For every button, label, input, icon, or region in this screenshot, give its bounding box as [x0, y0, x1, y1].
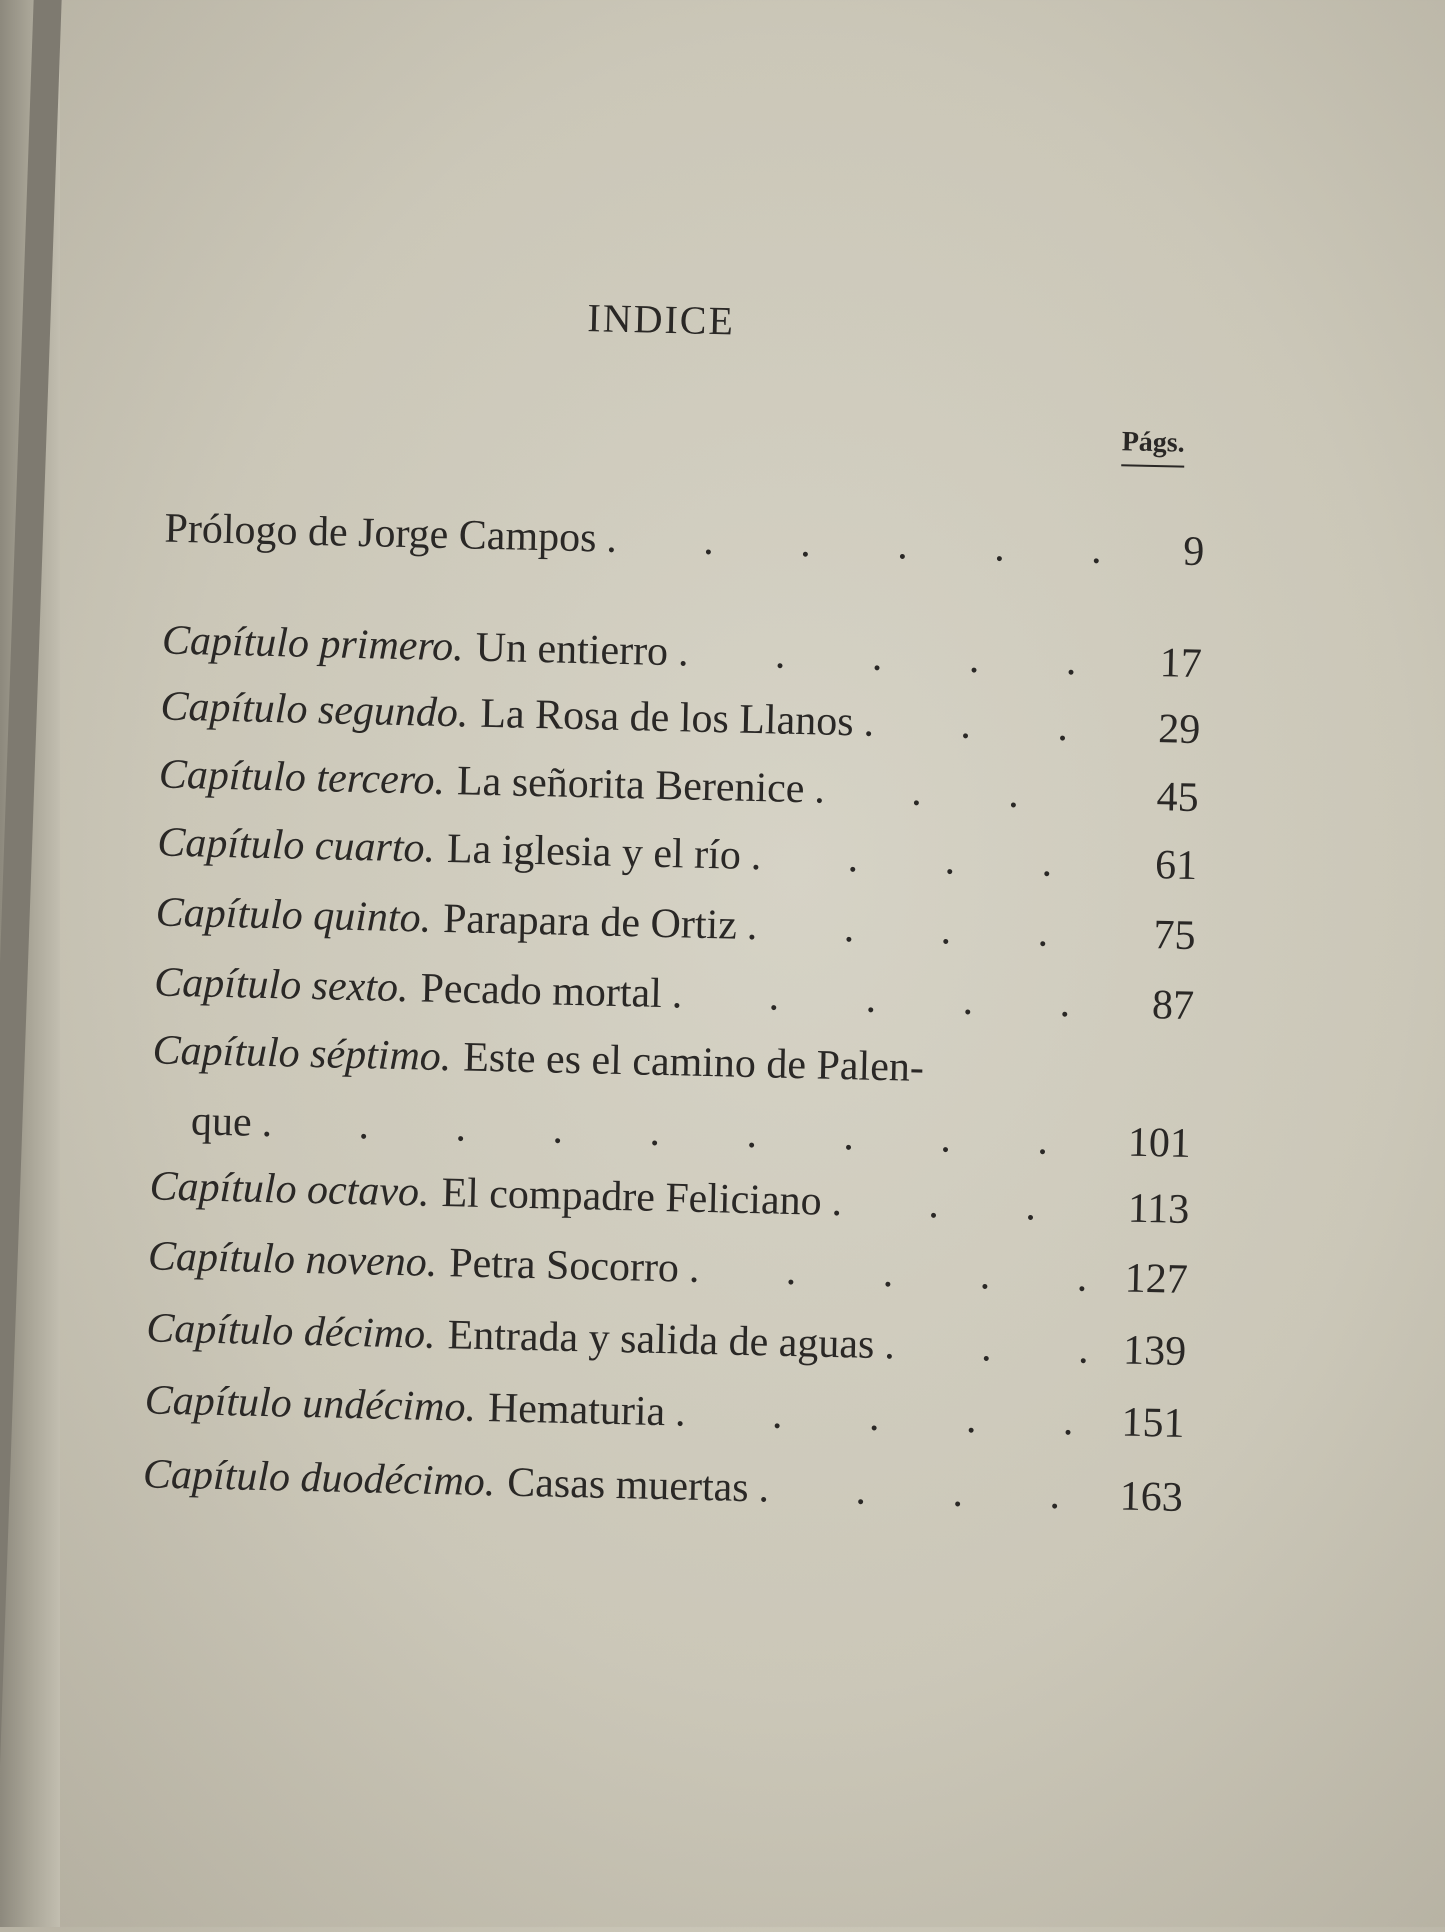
toc-entry — [149, 1162, 1190, 1242]
chapter-label: Capítulo noveno. — [147, 1233, 438, 1286]
entry-page: 61 — [1154, 842, 1198, 890]
dot-leader — [750, 832, 1097, 888]
chapter-label: Capítulo séptimo. — [152, 1027, 452, 1081]
entry-title: Este es el camino de Palen- — [462, 1034, 925, 1091]
entry-page: 9 — [1182, 528, 1205, 576]
dot-leader — [671, 970, 1094, 1028]
chapter-label: Capítulo décimo. — [145, 1305, 437, 1358]
chapter-label: Capítulo cuarto. — [156, 819, 436, 872]
chapter-label: Capítulo undécimo. — [144, 1377, 477, 1431]
dot-leader — [758, 1464, 1083, 1519]
chapter-label: Capítulo quinto. — [155, 889, 432, 942]
dot-leader — [831, 1178, 1090, 1232]
chapter-label: Capítulo segundo. — [159, 683, 469, 737]
toc-entry-prologue — [164, 505, 1205, 585]
pages-column-header: Págs. — [1121, 426, 1185, 467]
entry-title: La señorita Berenice — [456, 758, 805, 813]
dot-leader — [606, 515, 1105, 574]
entry-title: La iglesia y el río — [446, 826, 742, 879]
dot-leader — [884, 1321, 1087, 1374]
dot-leader — [678, 628, 1103, 686]
toc-entry — [158, 751, 1199, 831]
entry-title: Petra Socorro — [448, 1240, 680, 1292]
toc-entry — [147, 1232, 1188, 1312]
toc-entry — [157, 818, 1198, 898]
entry-title: Entrada y salida de aguas — [447, 1312, 875, 1368]
entry-title: Un entierro — [475, 624, 669, 676]
entry-title-continuation: que — [190, 1098, 253, 1146]
entry-page: 75 — [1153, 912, 1197, 960]
toc-entry — [161, 617, 1202, 697]
entry-title: El compadre Feliciano — [441, 1170, 823, 1225]
toc-entry — [160, 683, 1201, 763]
entry-page: 101 — [1127, 1119, 1192, 1168]
toc-entry — [152, 1026, 1193, 1106]
dot-leader — [863, 698, 1101, 751]
toc-entry — [146, 1304, 1187, 1384]
entry-page: 87 — [1151, 982, 1195, 1030]
entry-page: 29 — [1157, 706, 1201, 754]
entry-title: Prólogo de Jorge Campos — [164, 505, 598, 562]
toc-entry-continuation — [190, 1097, 1191, 1176]
entry-page: 127 — [1124, 1255, 1189, 1303]
entry-page: 163 — [1119, 1473, 1184, 1521]
entry-page: 139 — [1122, 1327, 1187, 1375]
entry-title: La Rosa de los Llanos — [479, 690, 855, 746]
dot-leader — [688, 1245, 1088, 1302]
dot-leader — [814, 765, 1099, 819]
entry-page: 45 — [1156, 774, 1200, 822]
chapter-label: Capítulo duodécimo. — [142, 1451, 496, 1506]
entry-page: 17 — [1159, 640, 1203, 688]
dot-leader — [261, 1099, 1091, 1166]
chapter-label: Capítulo primero. — [161, 617, 465, 671]
entry-title: Parapara de Ortiz — [442, 895, 738, 949]
chapter-label: Capítulo tercero. — [158, 751, 446, 804]
page-title: INDICE — [586, 295, 736, 344]
chapter-label: Capítulo octavo. — [149, 1163, 431, 1216]
chapter-label: Capítulo sexto. — [153, 959, 410, 1012]
dot-leader — [746, 902, 1096, 958]
toc-entry — [142, 1450, 1183, 1530]
entry-title: Casas muertas — [506, 1459, 750, 1512]
toc-entry — [144, 1376, 1185, 1456]
toc-entry — [154, 958, 1195, 1038]
entry-page: 113 — [1127, 1185, 1190, 1233]
entry-title: Pecado mortal — [419, 965, 663, 1017]
toc-entry — [155, 888, 1196, 968]
entry-page: 151 — [1120, 1399, 1186, 1447]
dot-leader — [675, 1388, 1085, 1445]
entry-title: Hematuria — [487, 1385, 666, 1436]
